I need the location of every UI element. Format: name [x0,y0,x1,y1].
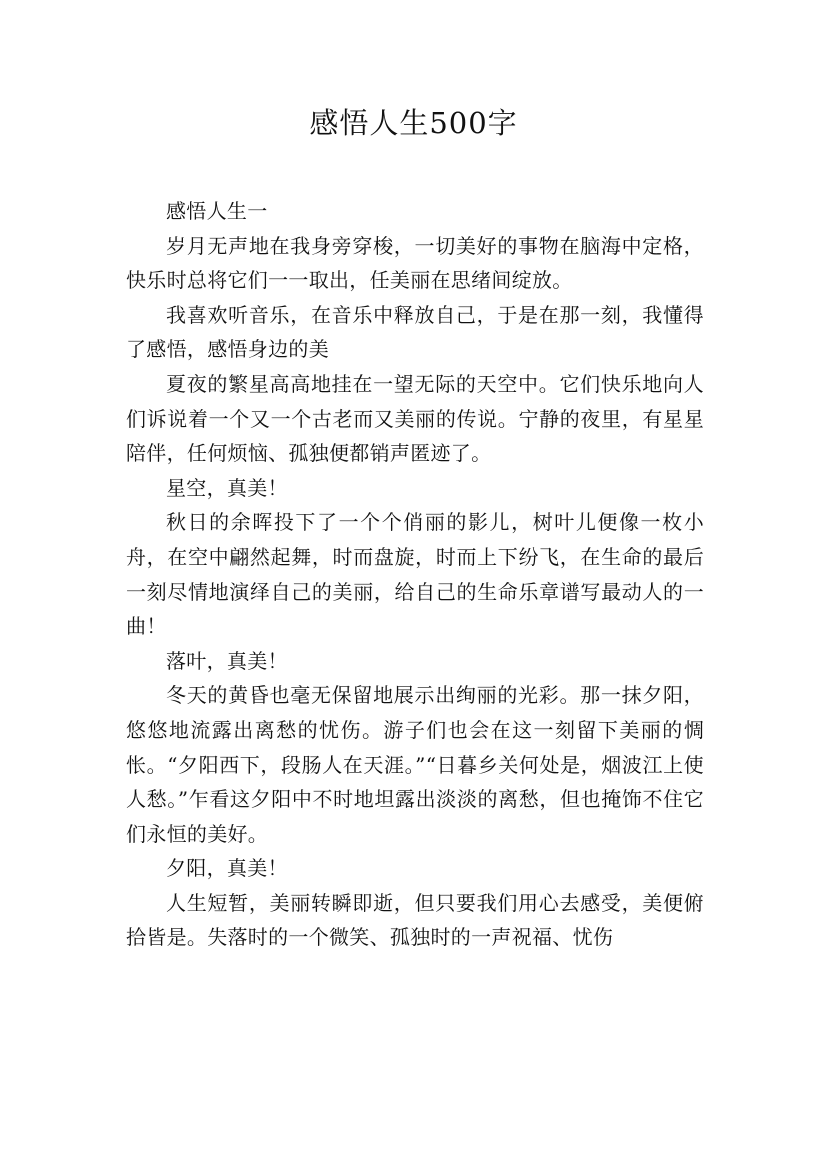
paragraph: 夕阳，真美！ [166,856,288,881]
paragraph: 岁月无声地在我身旁穿梭，一切美好的事物在脑海中定格，快乐时总将它们一一取出，任美丽在思绪间绽放。 [126,233,704,293]
paragraph-heading: 感悟人生一 [166,199,268,223]
paragraph: 秋日的余晖投下了一个个俏丽的影儿，树叶儿便像一枚小舟，在空中翩然起舞，时而盘旋，时而上下纷飞，在生命的最后一刻尽情地演绎自己的美丽，给自己的生命乐章谱写最动人的一曲！ [126,510,704,639]
document-title: 感悟人生500字 [309,106,518,140]
paragraph: 我喜欢听音乐，在音乐中释放自己，于是在那一刻，我懂得了感悟，感悟身边的美 [126,302,704,362]
paragraph: 人生短暂，美丽转瞬即逝，但只要我们用心去感受，美便俯拾皆是。失落时的一个微笑、孤独时的一声祝福、忧伤 [126,890,704,950]
paragraph: 冬天的黄昏也毫无保留地展示出绚丽的光彩。那一抹夕阳，悠悠地流露出离愁的忧伤。游子们也会在这一刻留下美丽的惆怅。“夕阳西下，段肠人在天涯。”“日暮乡关何处是，烟波江上使人愁。”乍看这夕阳中不时地坦露出淡淡的离愁，但也掩饰不住它们永恒的美好。 [126,683,704,846]
document-body [126,194,704,955]
paragraph: 夏夜的繁星高高地挂在一望无际的天空中。它们快乐地向人们诉说着一个又一个古老而又美丽的传说。宁静的夜里，有星星陪伴，任何烦恼、孤独便都销声匿迹了。 [126,371,704,466]
paragraph: 落叶，真美！ [166,648,288,673]
paragraph: 星空，真美！ [166,475,288,500]
